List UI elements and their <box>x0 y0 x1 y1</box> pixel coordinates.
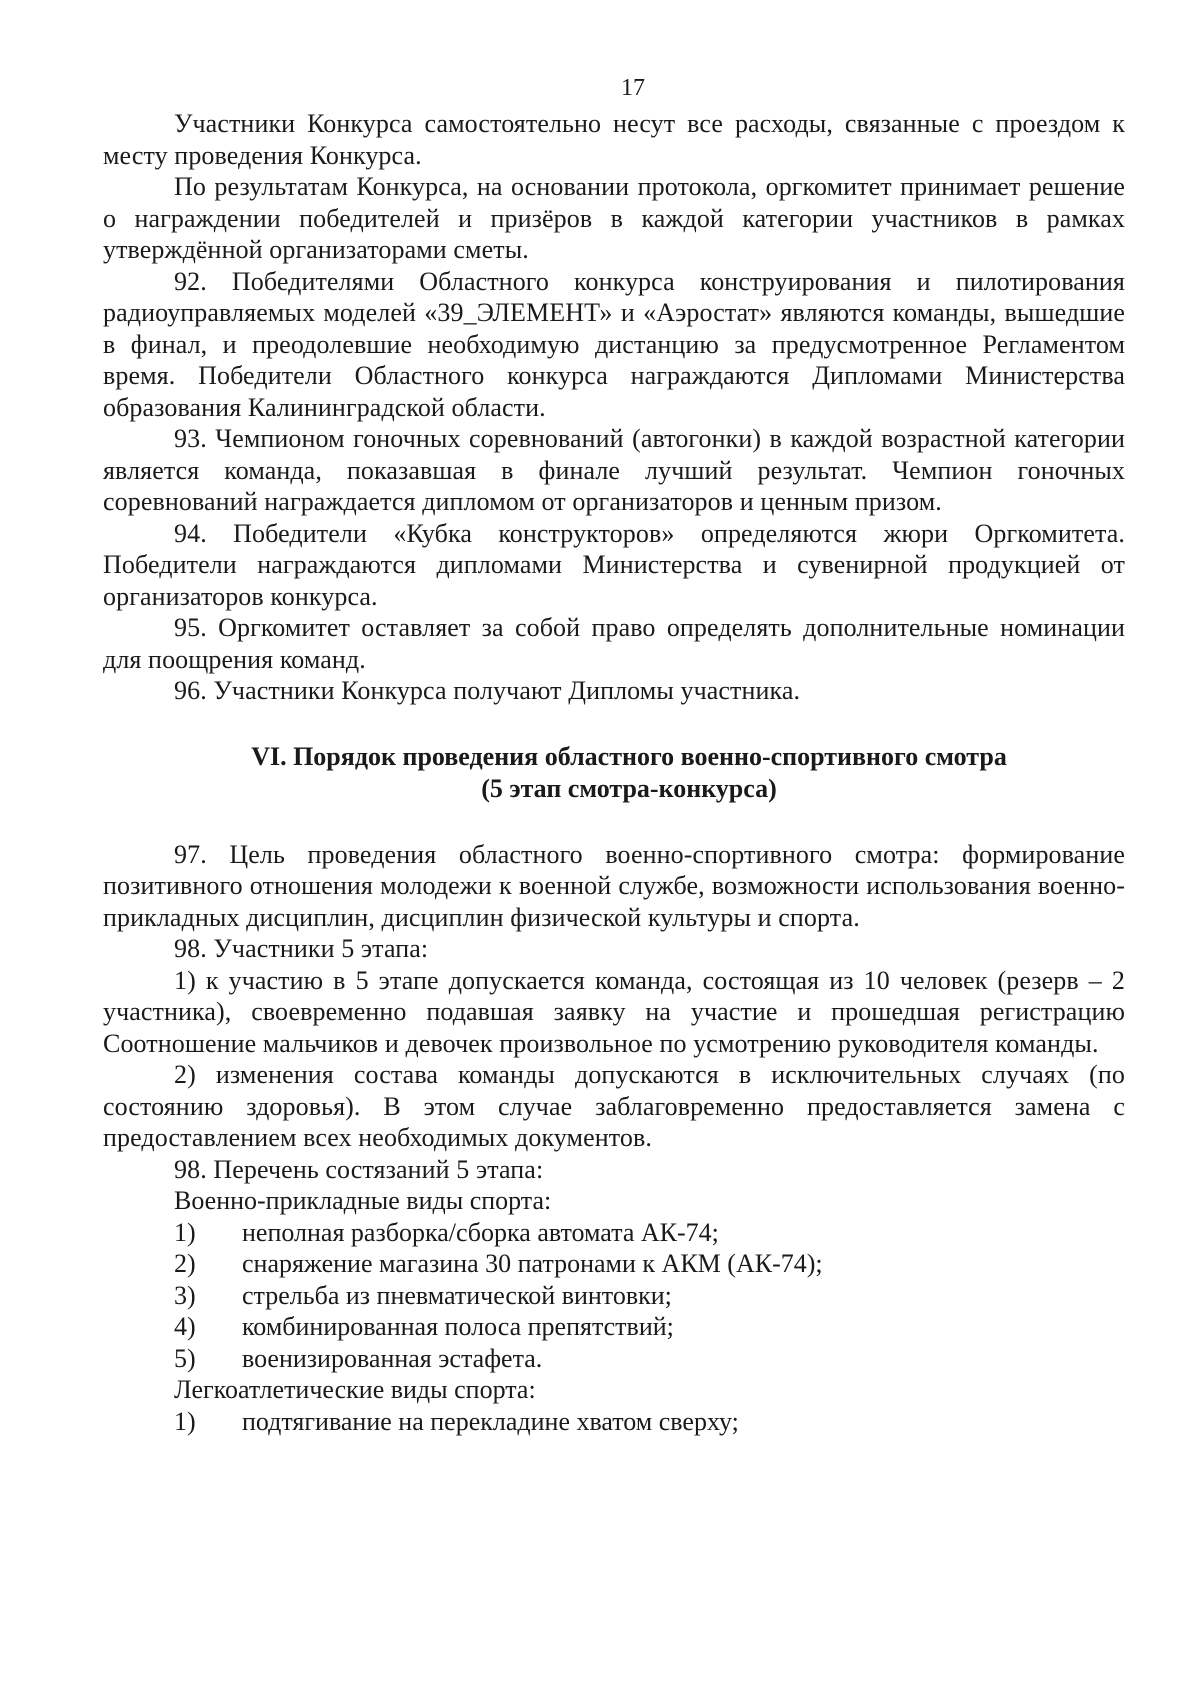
paragraph-expenses: Участники Конкурса самостоятельно несут все расходы, связанные с проездом к месту проведения Конкурса. <box>103 109 1125 170</box>
paragraph-94: 94. Победители «Кубка конструкторов» определяются жюри Оргкомитета. Победители награждаются дипломами Министерства и сувенирной продукцией от организаторов конкурса. <box>103 518 1125 611</box>
list-item: 2) снаряжение магазина 30 патронами к АКМ (АК-74); <box>174 1249 823 1278</box>
section-heading <box>103 741 1125 805</box>
military-list-title: Военно-прикладные виды спорта: <box>174 1186 552 1215</box>
list-item: 5) военизированная эстафета. <box>174 1343 543 1373</box>
paragraph-97: 97. Цель проведения областного военно-спортивного смотра: формирование позитивного отношения молодежи к военной службе, возможности использования военно-прикладных дисциплин, дисциплин физической культуры и спорта. <box>103 839 1125 932</box>
section-heading-line-2: (5 этап смотра-конкурса) <box>481 773 777 803</box>
list-item: 3) стрельба из пневматической винтовки; <box>174 1280 672 1310</box>
paragraph-98-item-2: 2) изменения состава команды допускаются в исключительных случаях (по состоянию здоровья). В этом случае заблаговременно предоставляется замена с предоставлением всех необходимых документов. <box>103 1060 1125 1152</box>
paragraph-92: 92. Победителями Областного конкурса конструирования и пилотирования радиоуправляемых моделей «39_ЭЛЕМЕНТ» и «Аэростат» являются команды, вышедшие в финал, и преодолевшие необходимую дистанцию за предусмотренное Регламентом время. Победители Областного конкурса награждаются Дипломами Министерства образования Калининградской области. <box>103 266 1125 422</box>
paragraph-98-competitions: 98. Перечень состязаний 5 этапа: <box>174 1154 544 1184</box>
section-heading-line-1: VI. Порядок проведения областного военно-спортивного смотра <box>251 741 1007 771</box>
paragraph-98-item-1: 1) к участию в 5 этапе допускается команда, состоящая из 10 человек (резерв – 2 участника), своевременно подавшая заявку на участие и прошедшая регистрацию Соотношение мальчиков и девочек произвольное по усмотрению руководителя команды. <box>103 965 1125 1058</box>
paragraph-96: 96. Участники Конкурса получают Дипломы участника. <box>174 676 801 705</box>
athletics-list-title: Легкоатлетические виды спорта: <box>174 1375 536 1404</box>
paragraph-93: 93. Чемпионом гоночных соревнований (автогонки) в каждой возрастной категории является команда, показавшая в финале лучший результат. Чемпион гоночных соревнований награждается дипломом от организаторов и ценным призом. <box>103 424 1125 516</box>
list-item: 1) подтягивание на перекладине хватом сверху; <box>174 1406 739 1436</box>
list-item: 1) неполная разборка/сборка автомата АК-74; <box>174 1217 719 1247</box>
military-list <box>103 1217 1125 1375</box>
paragraph-98-participants: 98. Участники 5 этапа: <box>174 934 429 963</box>
list-item: 4) комбинированная полоса препятствий; <box>174 1312 674 1341</box>
athletics-list <box>103 1406 1125 1438</box>
paragraph-results: По результатам Конкурса, на основании протокола, оргкомитет принимает решение о награждении победителей и призёров в каждой категории участников в рамках утверждённой организаторами сметы. <box>103 172 1125 264</box>
page-number: 17 <box>621 75 645 101</box>
paragraph-95: 95. Оргкомитет оставляет за собой право определять дополнительные номинации для поощрения команд. <box>103 613 1125 674</box>
